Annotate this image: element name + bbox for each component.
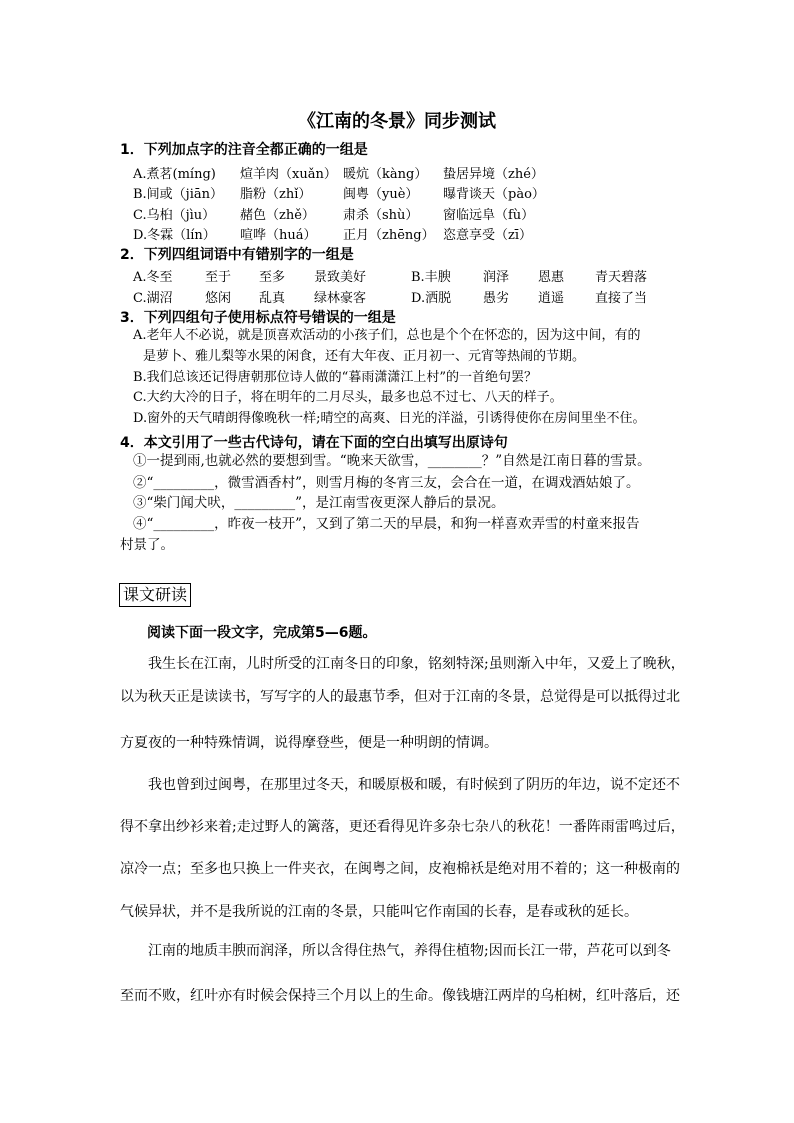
q3-option-d: D.窗外的天气晴朗得像晚秋一样;晴空的高爽、日光的洋溢，引诱得使你在房间里坐不住。 [133, 411, 646, 426]
q2-word: B.丰腴 [411, 270, 451, 285]
reading-instruction: 阅读下面一段文字，完成第5—6题。 [147, 625, 377, 641]
q2-word: D.洒脱 [411, 291, 452, 306]
q3-option-c: C.大约大冷的日子，将在明年的二月尽头，最多也总不过七、八天的样子。 [133, 390, 563, 405]
passage-line: 至而不败，红叶亦有时候会保持三个月以上的生命。像钱塘江两岸的乌桕树，红叶落后，还 [120, 988, 680, 1004]
passage-line: 凉冷一点；至多也只换上一件夹衣，在闽粤之间，皮袍棉袄是绝对用不着的；这一种极南的 [120, 861, 680, 877]
q1-a-item: 煊羊肉（xuǎn） [240, 167, 337, 182]
q1-d-item: 正月（zhēng） [343, 228, 435, 243]
q2-row-cd [133, 287, 693, 306]
q1-option-d [133, 224, 693, 243]
q2-word: 愚劣 [483, 291, 510, 306]
q1-option-c [133, 204, 693, 223]
question-1-heading: 1．下列加点字的注音全都正确的一组是 [120, 142, 368, 158]
q1-d-item: 恣意享受（zī） [443, 228, 533, 243]
q2-word: 景致美好 [314, 270, 367, 285]
q3-option-a-continuation: 是萝卜、雅儿梨等水果的闲食，还有大年夜、正月初一、元宵等热闹的节期。 [143, 349, 586, 364]
q4-item-4-continuation: 村景了。 [120, 537, 174, 553]
q2-word: 青天碧落 [595, 270, 648, 285]
question-4-heading: 4．本文引用了一些古代诗句，请在下面的空白出填写出原诗句 [120, 435, 508, 451]
q1-c-item: 窗临远阜（fù） [443, 208, 535, 223]
q3-option-a-line: A.老年人不必说，就是顶喜欢活动的小孩子们，总也是个个在怀恋的，因为这中间，有的 [133, 328, 641, 343]
q2-word: 乱真 [259, 291, 286, 306]
q2-word: 直接了当 [595, 291, 648, 306]
q1-option-a [133, 163, 693, 182]
q2-word: 绿林豪客 [314, 291, 367, 306]
q1-c-item: C.乌桕（jìu） [133, 208, 216, 223]
q1-option-b [133, 183, 693, 202]
passage-line: 我生长在江南，儿时所受的江南冬日的印象，铭刻特深;虽则渐入中年，又爱上了晚秋， [148, 656, 685, 672]
q4-item-3: ③“柴门闻犬吠，_________”，是江南雪夜更深人静后的景况。 [133, 495, 505, 511]
q1-c-item: 肃杀（shù） [343, 208, 419, 223]
q2-word: 悠闲 [205, 291, 232, 306]
q1-a-item: 暖炕（kàng） [343, 167, 428, 182]
q2-word: 逍遥 [538, 291, 565, 306]
q1-b-item: 脂粉（zhǐ） [240, 187, 312, 202]
q2-row-ab [133, 266, 693, 285]
passage-line: 方夏夜的一种特殊情调，说得摩登些，便是一种明朗的情调。 [120, 735, 498, 751]
q2-word: 至多 [259, 270, 286, 285]
q2-word: 恩惠 [538, 270, 565, 285]
passage-line: 得不拿出纱衫来着;走过野人的篱落，更还看得见许多杂七杂八的秋花！一番阵雨雷鸣过后， [120, 819, 685, 835]
q1-a-item: A.煮茗(míng) [133, 167, 216, 182]
q2-word: 至于 [205, 270, 232, 285]
section-label-box: 课文研读 [119, 583, 191, 607]
q1-b-item: 闽粤（yuè） [343, 187, 419, 202]
q4-item-4: ④“_________，昨夜一枝开”，又到了第二天的早晨，和狗一样喜欢弄雪的村童来报告 [133, 516, 640, 532]
q4-item-1: ①一提到雨,也就必然的要想到雪。“晚来天欲雪，________？”自然是江南日暮的雪景。 [133, 453, 651, 469]
q2-word: 润泽 [483, 270, 510, 285]
passage-line: 气候异状，并不是我所说的江南的冬景，只能叫它作南国的长春，是春或秋的延长。 [120, 904, 638, 920]
q3-option-b: B.我们总该还记得唐朝那位诗人做的“暮雨潇潇江上村”的一首绝句罢？ [133, 370, 537, 385]
q4-item-2: ②“_________，微雪酒香村”，则雪月梅的冬宵三友，会合在一道，在调戏酒姑娘了。 [133, 475, 640, 491]
passage-line: 以为秋天正是读读书，写写字的人的最惠节季，但对于江南的冬景，总觉得是可以抵得过北 [120, 689, 680, 705]
passage-line: 我也曾到过闽粤，在那里过冬天，和暖原极和暖，有时候到了阴历的年边，说不定还不 [148, 777, 680, 793]
question-2-heading: 2．下列四组词语中有错别字的一组是 [120, 247, 354, 263]
q1-d-item: 喧哗（huá） [240, 228, 317, 243]
q1-b-item: B.间或（jiān） [133, 187, 223, 202]
q2-word: A.冬至 [133, 270, 173, 285]
q1-a-item: 蛰居异境（zhé） [443, 167, 544, 182]
q2-word: C.湖沼 [133, 291, 173, 306]
document-title: 《江南的冬景》同步测试 [298, 111, 496, 132]
question-3-heading: 3．下列四组句子使用标点符号错误的一组是 [120, 310, 396, 326]
q1-d-item: D.冬霖（lín） [133, 228, 216, 243]
q1-b-item: 曝背谈天（pào） [443, 187, 545, 202]
passage-line: 江南的地质丰腴而润泽，所以含得住热气，养得住植物;因而长江一带，芦花可以到冬 [148, 943, 671, 959]
q1-c-item: 赭色（zhě） [240, 208, 315, 223]
